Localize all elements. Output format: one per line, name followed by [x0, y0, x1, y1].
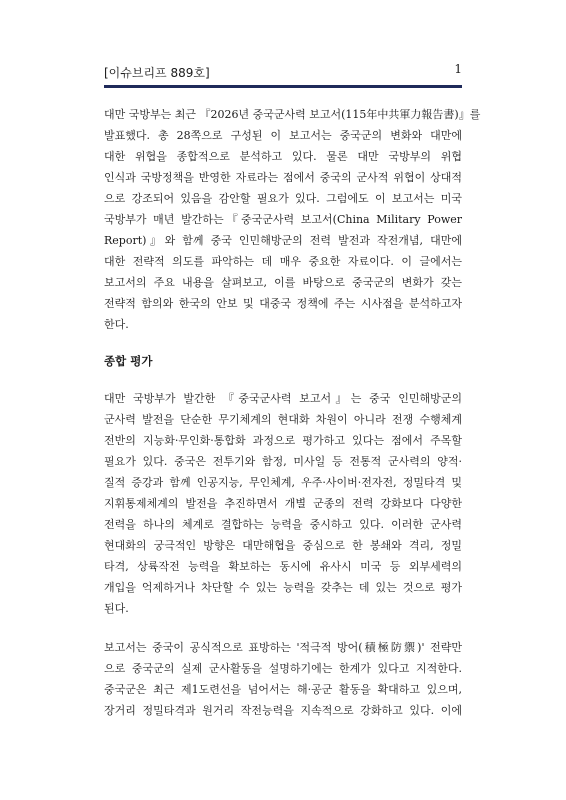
text-line: 인식과 국방정책을 반영한 자료라는 점에서 중국의 군사적 위협이 상대적	[104, 171, 462, 184]
intro-paragraph	[104, 104, 481, 335]
document-body	[104, 104, 481, 721]
text-line: 중국군은 최근 제1도련선을 넘어서는 해·공군 활동을 확대하고 있으며,	[104, 683, 462, 696]
text-line: 타격, 상륙작전 능력을 확보하는 동시에 유사시 미국 등 외부세력의	[104, 560, 462, 573]
text-line: 질적 증강과 함께 인공지능, 무인체계, 우주·사이버·전자전, 정밀타격 및	[104, 476, 462, 489]
text-line: 지휘통제체계의 발전을 추진하면서 개별 군종의 전력 강화보다 다양한	[104, 497, 462, 510]
assessment-paragraph-2	[104, 637, 462, 721]
text-line: 된다.	[104, 602, 129, 615]
text-line: 대한 위협을 종합적으로 분석하고 있다. 물론 대만 국방부의 위협	[104, 150, 462, 163]
text-line: 한다.	[104, 318, 129, 331]
text-line: 현대화의 궁극적인 방향은 대만해협을 중심으로 한 봉쇄와 격리, 정밀	[104, 539, 462, 552]
text-line: 국방부가 매년 발간하는『중국군사력 보고서(China Military Power	[104, 213, 462, 226]
text-line: 보고서는 중국이 공식적으로 표방하는 '적극적 방어(積極防禦)' 전략만	[104, 641, 462, 654]
text-line: 개입을 억제하거나 차단할 수 있는 능력을 갖추는 데 있는 것으로 평가	[104, 581, 462, 594]
page-number: 1	[454, 62, 462, 76]
section-heading: 종합 평가	[104, 354, 153, 368]
text-line: 전력을 하나의 체계로 결합하는 능력을 중시하고 있다. 이러한 군사력	[104, 518, 462, 531]
page-header	[104, 60, 462, 82]
header-rule	[104, 85, 462, 88]
text-line: 전반의 지능화·무인화·통합화 과정으로 평가하고 있다는 점에서 주목할	[104, 434, 462, 447]
text-line: 대한 전략적 의도를 파악하는 데 매우 중요한 자료이다. 이 글에서는	[104, 255, 462, 268]
text-line: 대만 국방부는 최근 『2026년 중국군사력 보고서(115年中共軍力報告書)』를	[104, 108, 481, 121]
text-line: 보고서의 주요 내용을 살펴보고, 이를 바탕으로 중국군의 변화가 갖는	[104, 276, 462, 289]
issue-brief-label: [이슈브리프 889호]	[104, 66, 210, 80]
text-line: 필요가 있다. 중국은 전투기와 함정, 미사일 등 전통적 군사력의 양적·	[104, 455, 462, 468]
text-line: Report)』와 함께 중국 인민해방군의 전력 발전과 작전개념, 대만에	[104, 234, 462, 247]
assessment-paragraph-1	[104, 388, 462, 619]
text-line: 발표했다. 총 28쪽으로 구성된 이 보고서는 중국군의 변화와 대만에	[104, 129, 462, 142]
text-line: 군사력 발전을 단순한 무기체계의 현대화 차원이 아니라 전쟁 수행체계	[104, 413, 462, 426]
text-line: 전략적 함의와 한국의 안보 및 대중국 정책에 주는 시사점을 분석하고자	[104, 297, 462, 310]
text-line: 대만 국방부가 발간한 『중국군사력 보고서』는 중국 인민해방군의	[104, 392, 462, 405]
text-line: 장거리 정밀타격과 원거리 작전능력을 지속적으로 강화하고 있다. 이에	[104, 704, 462, 717]
text-line: 으로 강조되어 있음을 감안할 필요가 있다. 그럼에도 이 보고서는 미국	[104, 192, 462, 205]
text-line: 으로 중국군의 실제 군사활동을 설명하기에는 한계가 있다고 지적한다.	[104, 662, 462, 675]
